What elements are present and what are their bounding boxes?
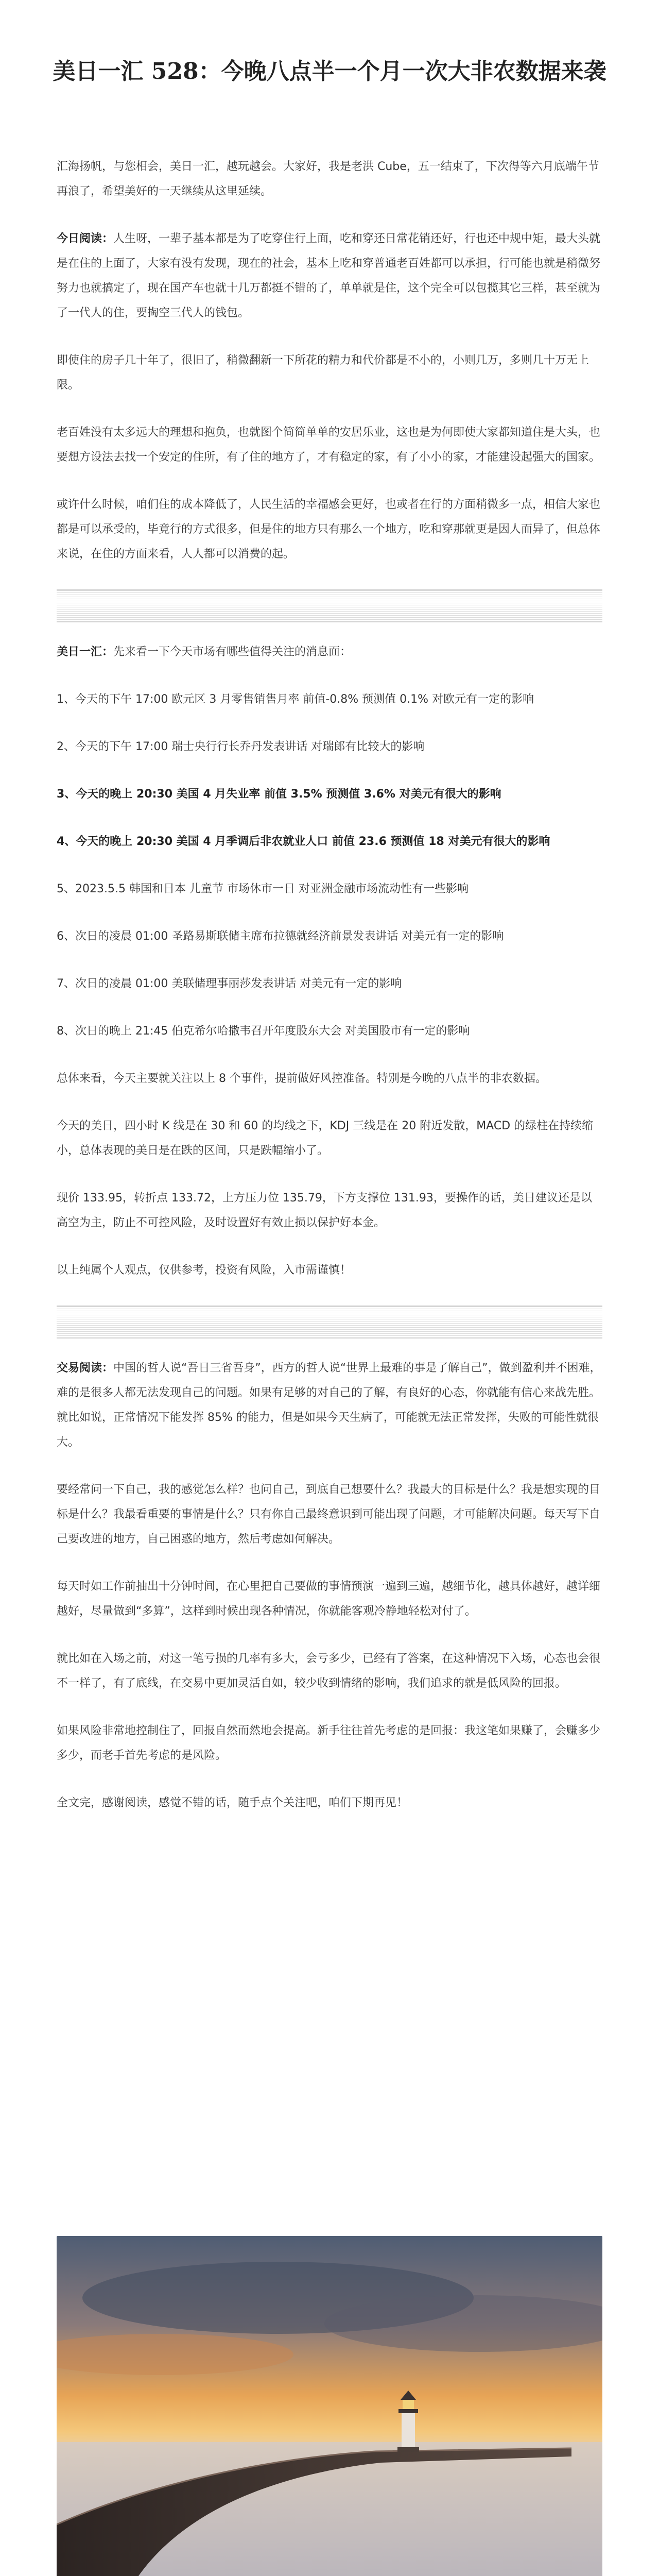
reading-paragraph-1 [57,227,602,326]
reading-paragraph-3: 老百姓没有太多远大的理想和抱负，也就图个简简单单的安居乐业，这也是为何即使大家都知道住是大头，也要想方设法去找一个安定的住所，有了住的地方了，才有稳定的家，有了小小的家，才能建设起强大的国家。 [57,426,601,464]
events-intro-text: 先来看一下今天市场有哪些值得关注的消息面： [113,646,352,658]
disclaimer: 以上纯属个人观点，仅供参考，投资有风险，入市需谨慎！ [57,1264,352,1277]
price-levels: 现价 133.95，转折点 133.72，上方压力位 135.79，下方支撑位 131.93，要操作的话，美日建议还是以高空为主，防止不可控风险，及时设置好有效止损以保护好本金。 [57,1192,592,1229]
section-divider [57,1306,602,1338]
events-label: 美日一汇： [57,646,114,658]
event-item: 2、今天的下午 17:00 瑞士央行行长乔丹发表讲话 对瑞郎有比较大的影响 [57,740,425,753]
event-item: 7、次日的凌晨 01:00 美联储理事丽莎发表讲话 对美元有一定的影响 [57,977,402,990]
event-item: 5、2023.5.5 韩国和日本 儿童节 市场休市一日 对亚洲金融市场流动性有一些影响 [57,883,469,895]
technical-analysis: 今天的美日，四小时 K 线是在 30 和 60 的均线之下，KDJ 三线是在 20 附近发散，MACD 的绿柱在持续缩小，总体表现的美日是在跌的区间，只是跌幅缩小了。 [57,1120,594,1157]
event-item: 6、次日的凌晨 01:00 圣路易斯联储主席布拉德就经济前景发表讲话 对美元有一定的影响 [57,930,504,943]
article-title: 美日一汇 528：今晚八点半一个月一次大非农数据来袭 [53,58,606,84]
lighthouse-pier-image [57,2236,602,2576]
lighthouse-pier-photo [57,2236,602,2576]
reading-paragraph-2: 即使住的房子几十年了，很旧了，稍微翻新一下所花的精力和代价都是不小的，小则几万，多则几十万无上限。 [57,354,589,392]
trading-label: 交易阅读： [57,1362,114,1375]
reading-label: 今日阅读： [57,232,114,245]
closing-paragraph: 全文完，感谢阅读，感觉不错的话，随手点个关注吧，咱们下期再见！ [57,1797,408,1809]
trading-paragraph-1 [57,1356,602,1455]
trading-paragraph-3: 每天时如工作前抽出十分钟时间，在心里把自己要做的事情预演一遍到三遍，越细节化，越具体越好，越详细越好，尽量做到“多算”，这样到时候出现各种情况，你就能客观冷静地轻松对付了。 [57,1580,601,1618]
trading-text-1: 中国的哲人说“吾日三省吾身”，西方的哲人说“世界上最难的事是了解自己”，做到盈利并不困难，难的是很多人都无法发现自己的问题。如果有足够的对自己的了解，有良好的心态，你就能有信心来战先胜。就比如说，正常情况下能发挥 85% 的能力，但是如果今天生病了，可能就无法正常发挥，失败的可能性就很大。 [57,1362,601,1449]
event-item-highlight: 4、今天的晚上 20:30 美国 4 月季调后非农就业人口 前值 23.6 预测值 18 对美元有很大的影响 [57,835,550,848]
reading-text-1: 人生呀，一辈子基本都是为了吃穿住行上面，吃和穿还日常花销还好，行也还中规中矩，最大头就是在住的上面了，大家有没有发现，现在的社会，基本上吃和穿普通老百姓都可以承担，行可能也就是稍微努努力也就搞定了，现在国产车也就十几万都挺不错的了，单单就是住，这个完全可以包揽其它三样，甚至就为了一代人的住，要掏空三代人的钱包。 [57,232,601,319]
trading-paragraph-5: 如果风险非常地控制住了，回报自然而然地会提高。新手往往首先考虑的是回报：我这笔如果赚了，会赚多少多少，而老手首先考虑的是风险。 [57,1724,601,1762]
section-divider [57,589,602,622]
trading-paragraph-4: 就比如在入场之前，对这一笔亏损的几率有多大，会亏多少，已经有了答案，在这种情况下入场，心态也会很不一样了，有了底线，在交易中更加灵活自如，较少收到情绪的影响，我们追求的就是低风险的回报。 [57,1652,601,1690]
events-intro [57,640,602,665]
article-body [57,155,602,1838]
events-summary: 总体来看，今天主要就关注以上 8 个事件，提前做好风控准备。特别是今晚的八点半的非农数据。 [57,1072,547,1085]
event-item-highlight: 3、今天的晚上 20:30 美国 4 月失业率 前值 3.5% 预测值 3.6% 对美元有很大的影响 [57,788,501,801]
intro-paragraph: 汇海扬帆，与您相会，美日一汇，越玩越会。大家好，我是老洪 Cube，五一结束了，下次得等六月底端午节再浪了，希望美好的一天继续从这里延续。 [57,160,599,198]
event-item: 8、次日的晚上 21:45 伯克希尔哈撒韦召开年度股东大会 对美国股市有一定的影响 [57,1025,470,1038]
event-item: 1、今天的下午 17:00 欧元区 3 月零售销售月率 前值-0.8% 预测值 0.1% 对欧元有一定的影响 [57,693,534,706]
trading-paragraph-2: 要经常问一下自己，我的感觉怎么样？也问自己，到底自己想要什么？我最大的目标是什么？我是想实现的目标是什么？我最看重要的事情是什么？只有你自己最终意识到可能出现了问题，才可能解决问题。每天写下自己要改进的地方，自己困惑的地方，然后考虑如何解决。 [57,1483,601,1546]
reading-paragraph-4: 或许什么时候，咱们住的成本降低了，人民生活的幸福感会更好，也或者在行的方面稍微多一点，相信大家也都是可以承受的，毕竟行的方式很多，但是住的地方只有那么一个地方，吃和穿那就更是因人而异了，但总体来说，在住的方面来看，人人都可以消费的起。 [57,498,601,561]
